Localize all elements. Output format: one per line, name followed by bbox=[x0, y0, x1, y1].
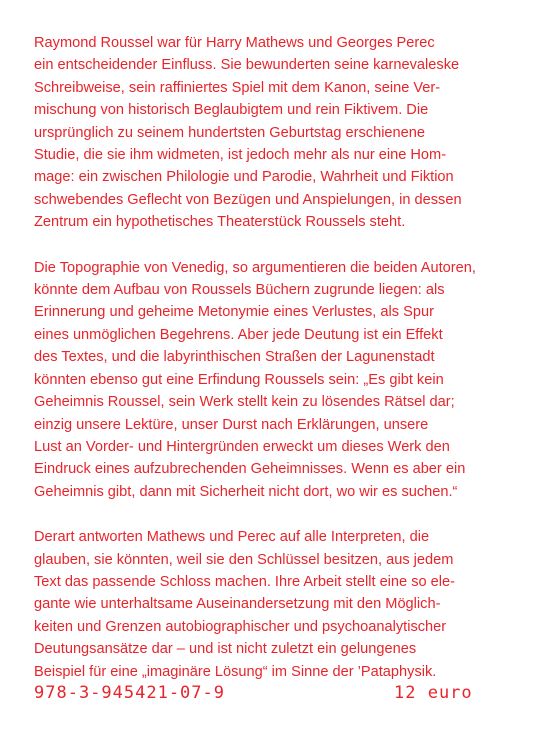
text-line: einzig unsere Lektüre, unser Durst nach Erklärungen, unsere bbox=[34, 416, 429, 433]
price-label: 12 euro bbox=[394, 683, 473, 703]
blurb-text bbox=[34, 32, 514, 706]
text-line: gante wie unterhaltsame Auseinandersetzung mit den Möglich- bbox=[34, 596, 441, 613]
text-line: Erinnerung und geheime Metonymie eines Verlustes, als Spur bbox=[34, 304, 434, 321]
text-line: Text das passende Schloss machen. Ihre Arbeit stellt eine so ele- bbox=[34, 573, 456, 590]
text-line: eines unmöglichen Begehrens. Aber jede Deutung ist ein Effekt bbox=[34, 326, 443, 343]
text-line: Derart antworten Mathews und Perec auf alle Interpreten, die bbox=[34, 529, 430, 546]
paragraph-2 bbox=[34, 257, 514, 503]
text-line: schwebendes Geflecht von Bezügen und Anspielungen, in dessen bbox=[34, 191, 462, 208]
text-line: des Textes, und die labyrinthischen Straßen der Lagunenstadt bbox=[34, 349, 435, 366]
text-line: Eindruck eines aufzubrechenden Geheimnisses. Wenn es aber ein bbox=[34, 461, 466, 478]
text-line: Raymond Roussel war für Harry Mathews und Georges Perec bbox=[34, 35, 435, 51]
text-line: könnte dem Aufbau von Roussels Büchern zugrunde liegen: als bbox=[34, 282, 445, 299]
text-line: Deutungsansätze dar – und ist nicht zuletzt ein gelungenes bbox=[34, 641, 417, 658]
text-line: ein entscheidender Einfluss. Sie bewunderten seine karnevaleske bbox=[34, 57, 460, 74]
text-line: Geheimnis Roussel, sein Werk stellt kein zu lösendes Rätsel dar; bbox=[34, 394, 455, 411]
paragraph-3 bbox=[34, 526, 514, 683]
text-line: Beispiel für eine „imaginäre Lösung“ im Sinne der ’Pataphysik. bbox=[34, 663, 437, 680]
text-line: Lust an Vorder- und Hintergründen erweckt um dieses Werk den bbox=[34, 438, 450, 455]
text-line: ursprünglich zu seinem hundertsten Geburtstag erschienene bbox=[34, 124, 426, 141]
paragraph-1 bbox=[34, 32, 514, 234]
isbn-number: 978-3-945421-07-9 bbox=[34, 683, 225, 703]
text-line: mage: ein zwischen Philologie und Parodie, Wahrheit und Fiktion bbox=[34, 169, 454, 186]
text-line: Zentrum ein hypothetisches Theaterstück Roussels steht. bbox=[34, 214, 406, 231]
text-line: glauben, sie könnten, weil sie den Schlüssel besitzen, aus jedem bbox=[34, 551, 454, 568]
text-line: Die Topographie von Venedig, so argumentieren die beiden Autoren, bbox=[34, 259, 476, 276]
text-line: Schreibweise, sein raffiniertes Spiel mit dem Kanon, seine Ver- bbox=[34, 79, 441, 96]
text-line: keiten und Grenzen autobiographischer und psychoanalytischer bbox=[34, 618, 447, 635]
text-line: Studie, die sie ihm widmeten, ist jedoch mehr als nur eine Hom- bbox=[34, 147, 447, 164]
text-line: mischung von historisch Beglaubigtem und rein Fiktivem. Die bbox=[34, 102, 429, 119]
text-line: könnten ebenso gut eine Erfindung Roussels sein: „Es gibt kein bbox=[34, 371, 444, 388]
text-line: Geheimnis gibt, dann mit Sicherheit nicht dort, wo wir es suchen.“ bbox=[34, 483, 458, 500]
footer bbox=[34, 683, 484, 709]
